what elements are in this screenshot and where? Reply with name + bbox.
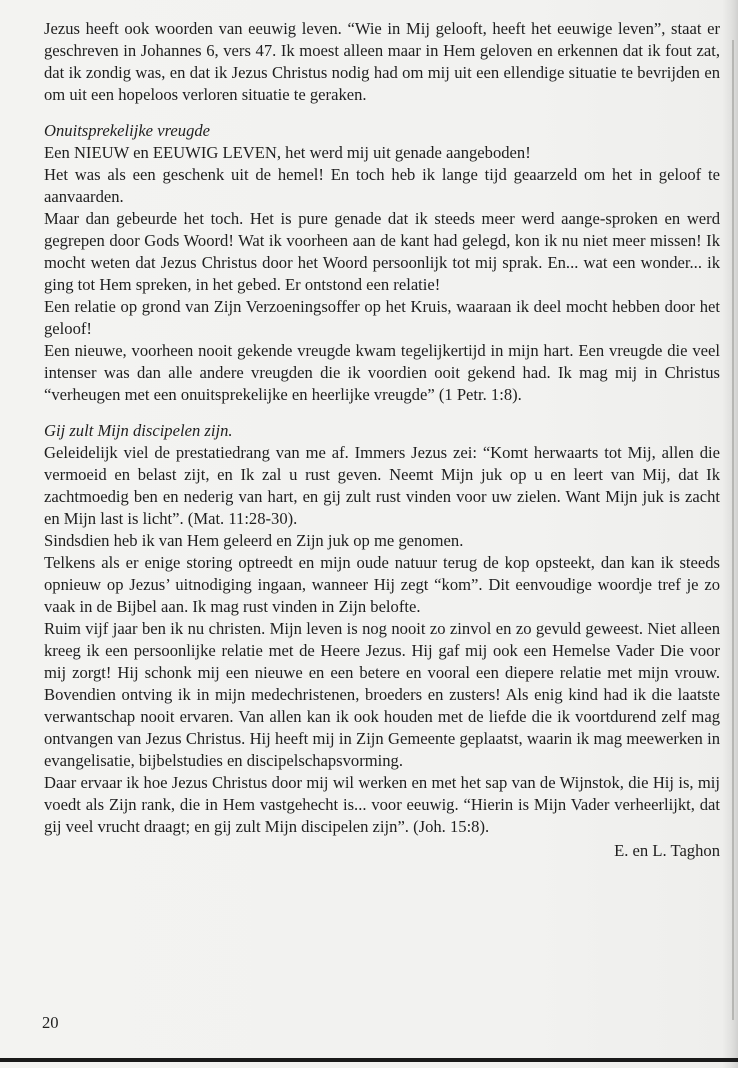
paragraph: Ruim vijf jaar ben ik nu christen. Mijn leven is nog nooit zo zinvol en zo gevuld geweest. Niet alleen kreeg ik een persoonlijke relatie met de Heere Jezus. Hij gaf mij ook een Hemelse Vader Die voor mij zorgt! Hij schonk mij een nieuwe en een betere en vooral een diepere relatie met mijn vrouw. Bovendien ontving ik in mijn medechristenen, broeders en zusters! Als enig kind had ik die laatste verwantschap nooit ervaren. Van allen kan ik ook houden met de liefde die ik voortdurend zelf mag ontvangen van Jezus Christus. Hij heeft mij in Zijn Gemeente geplaatst, waarin ik mag meewerken in evangelisatie, bijbelstudies en discipelschapsvorming. xyxy=(44,619,720,770)
bottom-rule xyxy=(0,1058,738,1062)
paragraph: Geleidelijk viel de prestatiedrang van me af. Immers Jezus zei: “Komt herwaarts tot Mij, allen die vermoeid en belast zijt, en Ik zal u rust geven. Neemt Mijn juk op u en leert van Mij, dat Ik zachtmoedig ben en nederig van hart, en gij zult rust vinden voor uw zielen. Want Mijn juk is zacht en Mijn last is licht”. (Mat. 11:28-30). xyxy=(44,443,720,528)
section-heading-onuitsprekelijke-vreugde: Onuitsprekelijke vreugde xyxy=(44,121,211,140)
page-edge-line xyxy=(732,40,734,1020)
paragraph: Een nieuwe, voorheen nooit gekende vreugde kwam tegelijkertijd in mijn hart. Een vreugde die veel intenser was dan alle andere vreugden die ik voordien ooit gekend had. Ik mag mij in Christus “verheugen met een onuitsprekelijke en heerlijke vreugde” (1 Petr. 1:8). xyxy=(44,341,720,404)
section-heading-discipelen: Gij zult Mijn discipelen zijn. xyxy=(44,421,233,440)
page-edge-shadow xyxy=(722,0,738,1068)
author-signature: E. en L. Taghon xyxy=(614,841,720,860)
page-number: 20 xyxy=(42,1013,59,1032)
paragraph: Sindsdien heb ik van Hem geleerd en Zijn juk op me genomen. xyxy=(44,531,464,550)
paragraph: Een NIEUW en EEUWIG LEVEN, het werd mij uit genade aangeboden! xyxy=(44,143,531,162)
article-body xyxy=(44,18,720,862)
paragraph: Maar dan gebeurde het toch. Het is pure genade dat ik steeds meer werd aange-sproken en werd gegrepen door Gods Woord! Wat ik voorheen aan de kant had gelegd, kon ik nu niet meer missen! Ik mocht weten dat Jezus Christus door het Woord persoonlijk tot mij sprak. En... wat een wonder... ik ging tot Hem spreken, in het gebed. Er ontstond een relatie! xyxy=(44,209,720,294)
intro-paragraph: Jezus heeft ook woorden van eeuwig leven. “Wie in Mij gelooft, heeft het eeuwige leven”, staat er geschreven in Johannes 6, vers 47. Ik moest alleen maar in Hem geloven en erkennen dat ik fout zat, dat ik zondig was, en dat ik Jezus Christus nodig had om mij uit een ellendige situatie te bevrijden en om uit een hopeloos verloren situatie te geraken. xyxy=(44,19,720,104)
paragraph: Telkens als er enige storing optreedt en mijn oude natuur terug de kop opsteekt, dan kan ik steeds opnieuw op Jezus’ uitnodiging ingaan, wanneer Hij zegt “kom”. Dit eenvoudige woordje tref je zo vaak in de Bijbel aan. Ik mag rust vinden in Zijn belofte. xyxy=(44,553,720,616)
paragraph: Een relatie op grond van Zijn Verzoeningsoffer op het Kruis, waaraan ik deel mocht hebben door het geloof! xyxy=(44,297,720,338)
paragraph: Daar ervaar ik hoe Jezus Christus door mij wil werken en met het sap van de Wijnstok, die Hij is, mij voedt als Zijn rank, die in Hem vastgehecht is... voor eeuwig. “Hierin is Mijn Vader verheerlijkt, dat gij veel vrucht draagt; en gij zult Mijn discipelen zijn”. (Joh. 15:8). xyxy=(44,773,720,836)
paragraph: Het was als een geschenk uit de hemel! En toch heb ik lange tijd geaarzeld om het in geloof te aanvaarden. xyxy=(44,165,720,206)
